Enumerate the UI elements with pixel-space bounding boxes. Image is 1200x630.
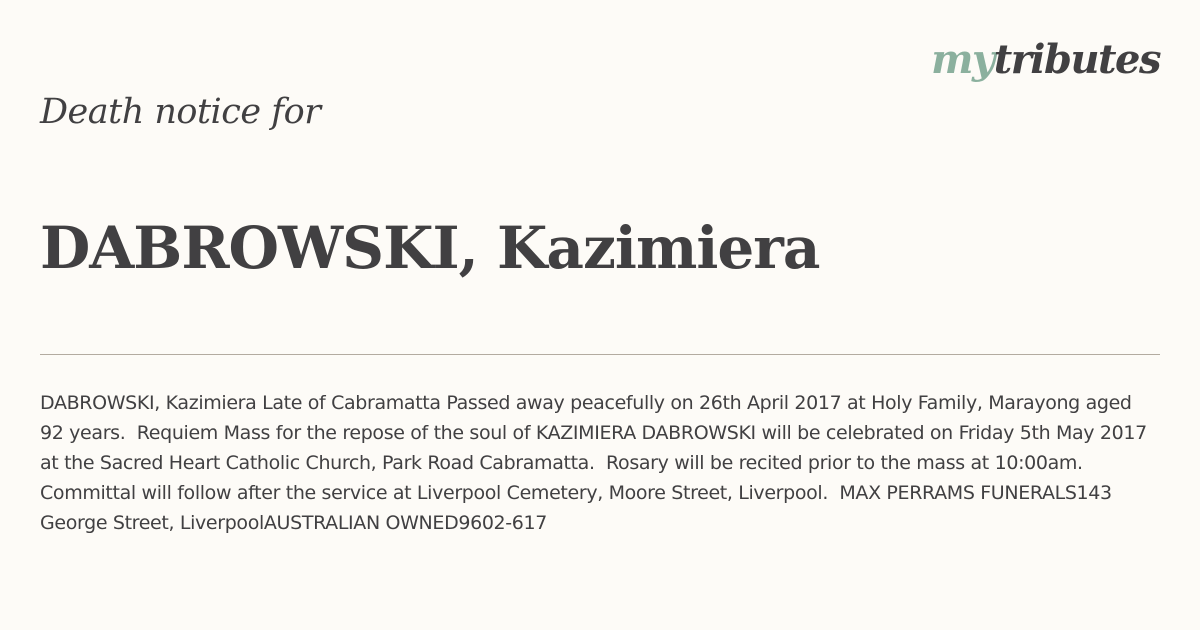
divider (40, 354, 1160, 355)
logo-tributes: tributes (993, 36, 1160, 83)
notice-body: DABROWSKI, Kazimiera Late of Cabramatta Passed away peacefully on 26th April 2017 at Holy Family, Marayong aged 92 years. Requiem Mass for the repose of the soul of KAZIMIERA DABROWSKI will be celebrated on Friday 5th May 2017 at the Sacred Heart Catholic Church, Park Road Cabramatta. Rosary will be recited prior to the mass at 10:00am. Committal will follow after the service at Liverpool Cemetery, Moore Street, Liverpool. MAX PERRAMS FUNERALS143 George Street, LiverpoolAUSTRALIAN OWNED9602-617 (40, 392, 1153, 534)
mytributes-logo (931, 36, 1160, 84)
notice-type-label: Death notice for (40, 92, 321, 132)
logo-my: my (931, 36, 994, 83)
deceased-name: DABROWSKI, Kazimiera (40, 214, 820, 282)
